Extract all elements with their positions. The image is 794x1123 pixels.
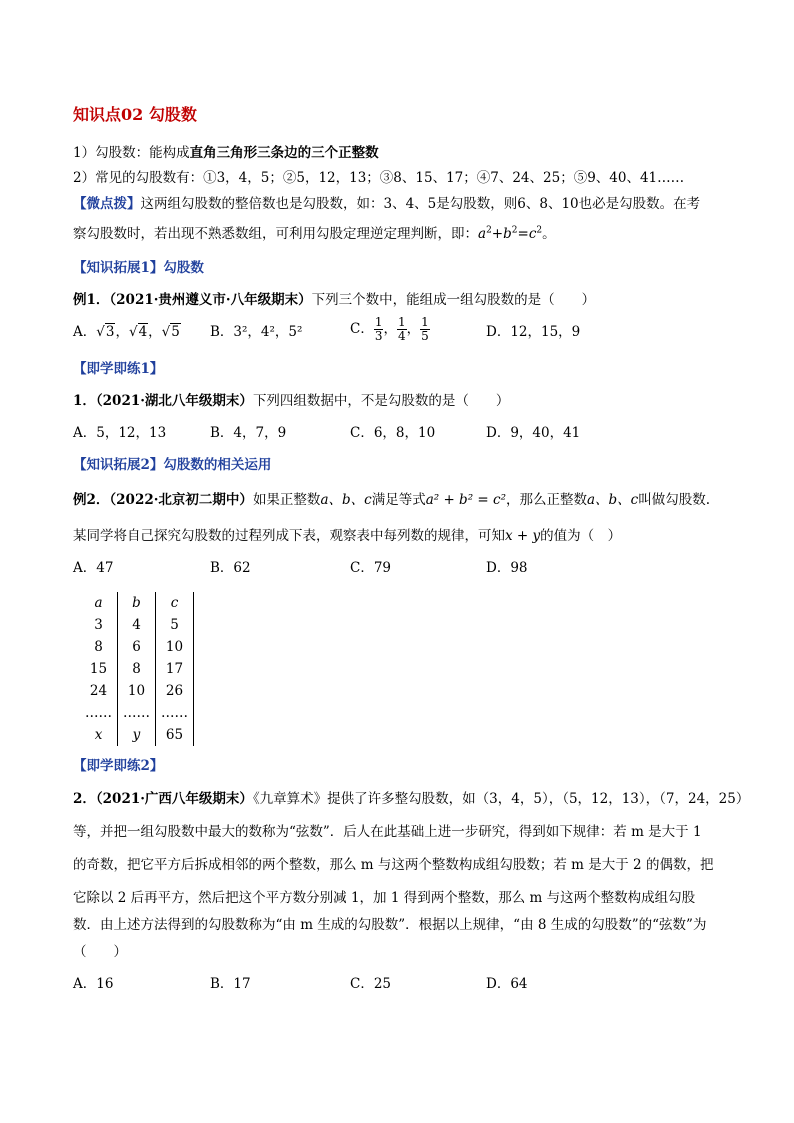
option-c: C．25 xyxy=(350,976,392,992)
sqrt-3: √3 xyxy=(96,324,115,340)
sqrt-5: √5 xyxy=(161,324,180,340)
question-1 xyxy=(73,391,509,411)
question-2-line-4: 它除以 2 后再平方，然后把这个平方数分别减 1，加 1 得到两个整数，那么 m 与这两个整数构成组勾股 xyxy=(73,890,696,906)
definition-line-2: 2）常见的勾股数有：①3，4，5；②5，12，13；③8、15、17；④7、24、25；⑤9、40、41…… xyxy=(73,170,685,186)
question-2-line-5: 数．由上述方法得到的勾股数称为“由 m 生成的勾股数”．根据以上规律，“由 8 生成的勾股数”的“弦数”为 xyxy=(73,917,707,933)
pythagorean-equation: a² + b² = c² xyxy=(425,492,506,508)
example-1-text: 下列三个数中，能组成一组勾股数的是（ ） xyxy=(311,292,596,308)
question-2-line-6: （ ） xyxy=(73,944,127,960)
option-c: C． $\frac{1}{3}$ ， $\frac{1}{4}$ ， $\frac{1}{5}$ xyxy=(350,315,429,343)
tip-line-1 xyxy=(73,194,700,214)
tip-text-2: 察勾股数时，若出现不熟悉数组，可利用勾股定理逆定理判断，即： xyxy=(73,226,478,242)
table-header-row xyxy=(80,592,194,614)
table-cell: 10 xyxy=(156,636,194,658)
example-2-line-2: 某同学将自己探究勾股数的过程列成下表，观察表中每列数的规律，可知x + y的值为（ ） xyxy=(73,528,622,544)
example-2-number: 例2． xyxy=(73,492,110,508)
question-2-line-1: 2．（2021·广西八年级期末）《九章算术》提供了许多整勾股数，如（3，4，5），（5，12，13），（7，24，25） xyxy=(73,791,750,807)
table-cell: 4 xyxy=(118,614,156,636)
formula-a: a xyxy=(478,226,487,242)
table-cell: 6 xyxy=(118,636,156,658)
option-a: A．5，12，13 xyxy=(73,425,167,441)
section-title: 知识点02 勾股数 xyxy=(73,105,197,124)
table-row xyxy=(80,636,194,658)
option-b: B．3²，4²，5² xyxy=(210,324,303,340)
tip-label: 【微点拨】 xyxy=(73,196,141,212)
option-d: D．64 xyxy=(486,976,528,992)
fraction-one-third: $\frac{1}{3}$ xyxy=(374,315,383,343)
option-a: A．√3，√4，√5 xyxy=(73,324,180,340)
practice-1-label: 【即学即练1】 xyxy=(73,361,164,377)
table-cell: 24 xyxy=(80,680,118,702)
question-1-text: 下列四组数据中，不是勾股数的是（ ） xyxy=(252,393,510,409)
expression-x-plus-y: x + y xyxy=(505,528,541,544)
pythagorean-triple-table xyxy=(80,592,194,746)
table-header-a: a xyxy=(80,592,118,614)
question-1-number: 1． xyxy=(73,393,96,409)
question-1-source: （2021·湖北八年级期末） xyxy=(95,393,253,409)
table-header-c: c xyxy=(156,592,194,614)
knowledge-extension-2: 【知识拓展2】勾股数的相关运用 xyxy=(73,457,272,473)
formula-b: b xyxy=(503,226,512,242)
option-c: C．79 xyxy=(350,560,392,576)
table-row xyxy=(80,658,194,680)
practice-2-label: 【即学即练2】 xyxy=(73,758,164,774)
example-1-number: 例1． xyxy=(73,292,110,308)
tip-text-1: 这两组勾股数的整倍数也是勾股数，如：3、4、5是勾股数，则6、8、10也必是勾股数。在考 xyxy=(140,196,701,212)
fraction-one-fourth: $\frac{1}{4}$ xyxy=(397,315,406,343)
table-cell: x xyxy=(80,724,118,746)
option-a: A．47 xyxy=(73,560,114,576)
table-cell: 15 xyxy=(80,658,118,680)
option-c: C．6，8，10 xyxy=(350,425,436,441)
question-2-line-3: 的奇数，把它平方后拆成相邻的两个整数，那么 m 与这两个整数构成组勾股数；若 m 是大于 2 的偶数，把 xyxy=(73,857,714,873)
table-cell: …… xyxy=(118,702,156,724)
sqrt-4: √4 xyxy=(128,324,148,340)
question-2-line-2: 等，并把一组勾股数中最大的数称为“弦数”．后人在此基础上进一步研究，得到如下规律：若 m 是大于 1 xyxy=(73,824,702,840)
table-cell: y xyxy=(118,724,156,746)
formula-c: c xyxy=(528,226,537,242)
table-cell: 10 xyxy=(118,680,156,702)
table-cell: 65 xyxy=(156,724,194,746)
table-cell: …… xyxy=(80,702,118,724)
table-cell: 8 xyxy=(118,658,156,680)
table-header-b: b xyxy=(118,592,156,614)
option-a: A．16 xyxy=(73,976,114,992)
table-cell: 17 xyxy=(156,658,194,680)
option-d: D．9，40，41 xyxy=(486,425,581,441)
option-d: D．12，15，9 xyxy=(486,324,581,340)
option-b: B．62 xyxy=(210,560,251,576)
option-b: B．17 xyxy=(210,976,251,992)
fraction-one-fifth: $\frac{1}{5}$ xyxy=(421,315,429,343)
table-cell: …… xyxy=(156,702,194,724)
tip-line-2: 察勾股数时，若出现不熟悉数组，可利用勾股定理逆定理判断，即：$a^2+b^2=c^2$。 xyxy=(73,225,556,242)
definition-line-1-bold: 直角三角形三条边的三个正整数 xyxy=(189,145,379,161)
table-cell: 26 xyxy=(156,680,194,702)
definition-line-1-prefix: 1）勾股数：能构成 xyxy=(73,145,190,161)
example-1-question xyxy=(73,290,595,310)
table-cell: 8 xyxy=(80,636,118,658)
question-2-source: （2021·广西八年级期末） xyxy=(95,791,253,807)
table-cell: 3 xyxy=(80,614,118,636)
example-1-source: （2021·贵州遵义市·八年级期末） xyxy=(109,292,312,308)
option-b: B．4，7，9 xyxy=(210,425,287,441)
table-row xyxy=(80,680,194,702)
formula-end: 。 xyxy=(542,226,556,242)
option-d: D．98 xyxy=(486,560,528,576)
question-2-number: 2． xyxy=(73,791,96,807)
knowledge-extension-1: 【知识拓展1】勾股数 xyxy=(73,260,204,276)
example-2-line-1: 例2．（2022·北京初二期中）如果正整数a、b、c满足等式a² + b² = c²，那么正整数a、b、c叫做勾股数. xyxy=(73,492,711,508)
example-2-source: （2022·北京初二期中） xyxy=(109,492,253,508)
table-row xyxy=(80,724,194,746)
table-row xyxy=(80,702,194,724)
definition-line-1 xyxy=(73,143,379,163)
table-cell: 5 xyxy=(156,614,194,636)
variables-abc: a、b、c xyxy=(320,492,372,508)
table-row xyxy=(80,614,194,636)
